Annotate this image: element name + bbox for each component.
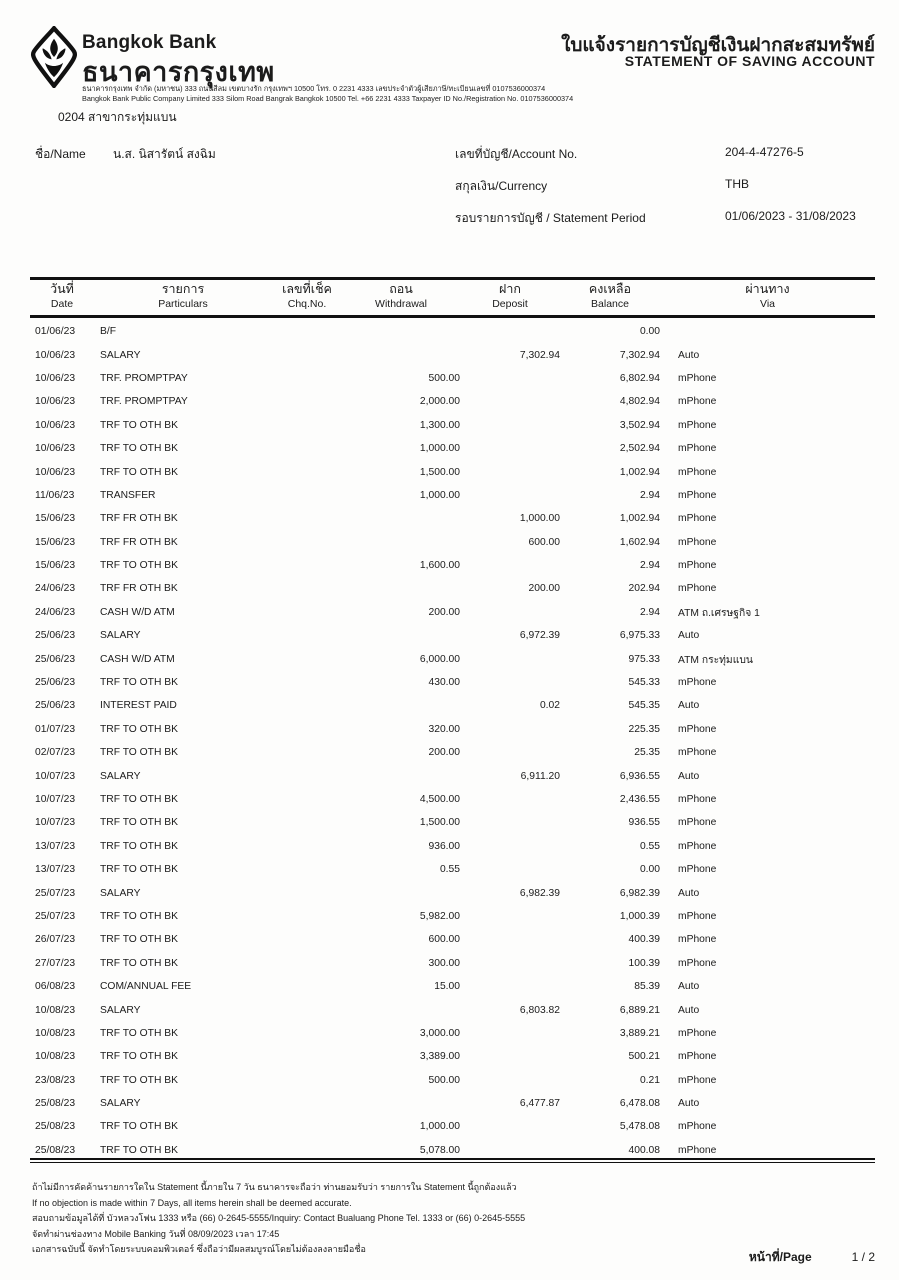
cell-particulars: TRF TO OTH BK (100, 1121, 178, 1133)
col-header-balance: คงเหลือ Balance (588, 282, 632, 310)
cell-withdrawal: 1,600.00 (419, 560, 460, 572)
cell-particulars: SALARY (100, 887, 141, 899)
cell-balance: 0.55 (639, 840, 660, 852)
cell-date: 25/06/23 (35, 630, 76, 642)
cell-deposit: 600.00 (528, 536, 560, 548)
cell-via: ATM ถ.เศรษฐกิจ 1 (678, 607, 760, 619)
cell-withdrawal: 600.00 (428, 934, 460, 946)
cell-balance: 1,000.39 (619, 910, 660, 922)
cell-date: 26/07/23 (35, 934, 76, 946)
table-row (30, 952, 875, 975)
cell-deposit: 6,982.39 (519, 887, 560, 899)
cell-date: 10/06/23 (35, 396, 76, 408)
cell-date: 10/07/23 (35, 817, 76, 829)
currency-value: THB (725, 177, 749, 191)
cell-date: 13/07/23 (35, 840, 76, 852)
cell-particulars: TRF FR OTH BK (100, 583, 178, 595)
cell-via: mPhone (678, 1144, 717, 1156)
table-row (30, 905, 875, 928)
cell-via: mPhone (678, 1121, 717, 1133)
cell-deposit: 200.00 (528, 583, 560, 595)
cell-particulars: TRF TO OTH BK (100, 723, 178, 735)
cell-particulars: TRF TO OTH BK (100, 1051, 178, 1063)
cell-balance: 2.94 (639, 489, 660, 501)
cell-via: mPhone (678, 443, 717, 455)
table-row (30, 764, 875, 787)
cell-via: Auto (678, 630, 700, 642)
cell-via: mPhone (678, 934, 717, 946)
footer-notes (32, 1180, 692, 1258)
cell-balance: 400.39 (628, 934, 660, 946)
table-row (30, 928, 875, 951)
cell-date: 10/06/23 (35, 443, 76, 455)
footer-note: เอกสารฉบับนี้ จัดทำโดยระบบคอมพิวเตอร์ ซึ่งถือว่ามีผลสมบูรณ์โดยไม่ต้องลงลายมือชื่อ (32, 1244, 366, 1254)
table-row (30, 460, 875, 483)
cell-via: mPhone (678, 560, 717, 572)
cell-withdrawal: 430.00 (428, 677, 460, 689)
cell-date: 25/08/23 (35, 1144, 76, 1156)
cell-via: mPhone (678, 723, 717, 735)
cell-balance: 3,889.21 (619, 1027, 660, 1039)
table-row (30, 671, 875, 694)
table-row (30, 811, 875, 834)
cell-withdrawal: 4,500.00 (419, 794, 460, 805)
page-value: 1 / 2 (851, 1250, 875, 1264)
cell-balance: 400.08 (628, 1144, 660, 1156)
cell-balance: 975.33 (628, 653, 660, 665)
statement-period-value: 01/06/2023 - 31/08/2023 (725, 209, 856, 223)
bank-address-th: ธนาคารกรุงเทพ จำกัด (มหาชน) 333 ถนนสีลม เขตบางรัก กรุงเทพฯ 10500 โทร. 0 2231 4333 เลขประจำตัวผู้เสียภาษี/ทะเบียนเลขที่ 0107536000374 (82, 84, 546, 93)
cell-via: mPhone (678, 840, 717, 852)
statement-period-label: รอบรายการบัญชี / Statement Period (455, 211, 646, 225)
cell-via: Auto (678, 1004, 700, 1016)
cell-balance: 2.94 (639, 606, 660, 618)
table-header-rule (30, 315, 875, 318)
cell-date: 10/06/23 (35, 419, 76, 431)
bangkok-bank-logo-icon (30, 26, 78, 88)
cell-particulars: TRANSFER (100, 489, 156, 501)
cell-via: mPhone (678, 489, 717, 501)
cell-withdrawal: 500.00 (428, 1074, 460, 1086)
cell-via: mPhone (678, 536, 717, 548)
cell-particulars: TRF TO OTH BK (100, 1027, 178, 1039)
cell-date: 24/06/23 (35, 583, 76, 595)
cell-withdrawal: 3,389.00 (419, 1051, 460, 1063)
table-row (30, 1045, 875, 1068)
cell-date: 11/06/23 (35, 489, 75, 501)
cell-via: Auto (678, 700, 700, 712)
cell-balance: 6,936.55 (619, 770, 660, 782)
cell-date: 23/08/23 (35, 1074, 76, 1086)
cell-balance: 2.94 (639, 560, 660, 572)
cell-withdrawal: 6,000.00 (419, 653, 460, 665)
cell-particulars: SALARY (100, 770, 141, 782)
table-row (30, 414, 875, 437)
cell-particulars: CASH W/D ATM (100, 606, 175, 618)
footer-note: ถ้าไม่มีการคัดค้านรายการใดใน Statement นี้ภายใน 7 วัน ธนาคารจะถือว่า ท่านยอมรับว่า รายการใน Statement นี้ถูกต้องแล้ว (32, 1182, 517, 1192)
cell-date: 10/08/23 (35, 1004, 76, 1016)
cell-particulars: TRF TO OTH BK (100, 677, 178, 689)
cell-balance: 500.21 (628, 1051, 660, 1063)
cell-date: 13/07/23 (35, 864, 76, 876)
cell-particulars: TRF. PROMPTPAY (100, 396, 188, 408)
cell-date: 10/06/23 (35, 466, 76, 478)
table-row (30, 601, 875, 624)
cell-date: 10/08/23 (35, 1051, 76, 1063)
table-row (30, 343, 875, 366)
table-row (30, 484, 875, 507)
table-row (30, 975, 875, 998)
table-bottom-rule-2 (30, 1162, 875, 1163)
table-row (30, 390, 875, 413)
cell-via: mPhone (678, 513, 717, 525)
cell-via: mPhone (678, 1074, 717, 1086)
cell-date: 25/06/23 (35, 653, 76, 665)
cell-date: 10/08/23 (35, 1027, 76, 1039)
cell-date: 25/07/23 (35, 910, 76, 922)
cell-deposit: 6,972.39 (519, 630, 560, 642)
cell-balance: 25.35 (634, 747, 660, 759)
cell-deposit: 6,911.20 (520, 770, 560, 782)
cell-balance: 2,436.55 (619, 794, 660, 805)
table-row (30, 1069, 875, 1092)
table-row (30, 694, 875, 717)
cell-via: mPhone (678, 864, 717, 876)
cell-date: 25/08/23 (35, 1098, 76, 1110)
cell-date: 10/07/23 (35, 770, 76, 782)
cell-particulars: TRF FR OTH BK (100, 513, 178, 525)
cell-date: 25/06/23 (35, 677, 76, 689)
account-no-value: 204-4-47276-5 (725, 145, 804, 159)
cell-withdrawal: 936.00 (428, 840, 460, 852)
cell-balance: 0.21 (639, 1074, 660, 1086)
col-header-particulars: รายการ Particulars (158, 282, 208, 310)
cell-deposit: 1,000.00 (519, 513, 560, 525)
cell-deposit: 6,803.82 (519, 1004, 560, 1016)
cell-balance: 6,802.94 (619, 372, 660, 384)
cell-withdrawal: 5,982.00 (419, 910, 460, 922)
cell-particulars: SALARY (100, 1004, 141, 1016)
cell-balance: 85.39 (634, 981, 660, 993)
table-body (30, 320, 875, 1162)
table-row (30, 624, 875, 647)
cell-date: 25/08/23 (35, 1121, 76, 1133)
cell-withdrawal: 0.55 (439, 864, 460, 876)
cell-particulars: SALARY (100, 1098, 141, 1110)
cell-balance: 7,302.94 (619, 349, 660, 361)
table-row (30, 437, 875, 460)
cell-particulars: COM/ANNUAL FEE (100, 981, 192, 993)
cell-balance: 225.35 (628, 723, 660, 735)
cell-particulars: TRF TO OTH BK (100, 1074, 178, 1086)
page-label: หน้าที่/Page (748, 1250, 812, 1264)
statement-title-th: ใบแจ้งรายการบัญชีเงินฝากสะสมทรัพย์ (561, 35, 875, 56)
table-row (30, 1022, 875, 1045)
table-row (30, 320, 875, 343)
cell-date: 10/07/23 (35, 794, 76, 805)
cell-particulars: TRF. PROMPTPAY (100, 372, 188, 384)
cell-balance: 1,002.94 (619, 513, 660, 525)
cell-balance: 1,602.94 (619, 536, 660, 548)
cell-particulars: SALARY (100, 349, 141, 361)
table-row (30, 647, 875, 670)
cell-particulars: TRF TO OTH BK (100, 466, 178, 478)
statement-title-en: STATEMENT OF SAVING ACCOUNT (624, 53, 875, 69)
cell-via: mPhone (678, 1051, 717, 1063)
account-info (455, 145, 875, 241)
cell-withdrawal: 3,000.00 (419, 1027, 460, 1039)
cell-date: 15/06/23 (35, 536, 76, 548)
cell-particulars: TRF TO OTH BK (100, 747, 178, 759)
cell-date: 15/06/23 (35, 560, 76, 572)
cell-balance: 6,889.21 (619, 1004, 660, 1016)
cell-particulars: TRF TO OTH BK (100, 957, 178, 969)
footer-note: If no objection is made within 7 Days, all items herein shall be deemed accurate. (32, 1197, 352, 1208)
cell-date: 10/06/23 (35, 372, 76, 384)
cell-withdrawal: 1,000.00 (419, 443, 460, 455)
cell-balance: 4,802.94 (619, 396, 660, 408)
col-header-via: ผ่านทาง Via (745, 282, 790, 310)
cell-balance: 202.94 (628, 583, 660, 595)
cell-balance: 1,002.94 (619, 466, 660, 478)
branch-name: 0204 สาขากระทุ่มแบน (58, 110, 177, 124)
name-value: น.ส. นิสารัตน์ สงฉิม (113, 147, 216, 161)
cell-date: 15/06/23 (35, 513, 76, 525)
cell-balance: 545.33 (628, 677, 660, 689)
cell-particulars: TRF TO OTH BK (100, 910, 178, 922)
currency-label: สกุลเงิน/Currency (455, 179, 548, 193)
cell-via: Auto (678, 1098, 700, 1110)
cell-balance: 0.00 (639, 864, 660, 876)
table-header (30, 281, 875, 315)
cell-date: 25/06/23 (35, 700, 76, 712)
cell-via: mPhone (678, 396, 717, 408)
cell-particulars: TRF TO OTH BK (100, 840, 178, 852)
cell-withdrawal: 1,000.00 (419, 489, 460, 501)
cell-balance: 5,478.08 (619, 1121, 660, 1133)
cell-particulars: TRF TO OTH BK (100, 817, 178, 829)
cell-balance: 936.55 (628, 817, 660, 829)
cell-via: mPhone (678, 1027, 717, 1039)
cell-via: Auto (678, 981, 700, 993)
cell-particulars: TRF TO OTH BK (100, 419, 178, 431)
table-row (30, 507, 875, 530)
cell-withdrawal: 500.00 (428, 372, 460, 384)
cell-withdrawal: 300.00 (428, 957, 460, 969)
cell-date: 06/08/23 (35, 981, 76, 993)
cell-date: 27/07/23 (35, 957, 76, 969)
cell-date: 02/07/23 (35, 747, 76, 759)
cell-withdrawal: 2,000.00 (419, 396, 460, 408)
name-label: ชื่อ/Name (35, 147, 86, 161)
cell-via: mPhone (678, 747, 717, 759)
table-row (30, 1115, 875, 1138)
cell-particulars: TRF TO OTH BK (100, 443, 178, 455)
cell-particulars: SALARY (100, 630, 141, 642)
cell-via: mPhone (678, 794, 717, 805)
cell-date: 01/07/23 (35, 723, 76, 735)
cell-particulars: TRF TO OTH BK (100, 560, 178, 572)
table-row (30, 718, 875, 741)
cell-via: mPhone (678, 817, 717, 829)
table-top-rule (30, 277, 875, 280)
cell-withdrawal: 1,500.00 (419, 817, 460, 829)
cell-deposit: 7,302.94 (519, 349, 560, 361)
col-header-deposit: ฝาก Deposit (492, 282, 528, 310)
cell-deposit: 0.02 (539, 700, 560, 712)
table-row (30, 1139, 875, 1162)
cell-withdrawal: 320.00 (428, 723, 460, 735)
cell-date: 25/07/23 (35, 887, 76, 899)
cell-via: mPhone (678, 419, 717, 431)
cell-withdrawal: 200.00 (428, 606, 460, 618)
table-row (30, 531, 875, 554)
cell-withdrawal: 1,300.00 (419, 419, 460, 431)
cell-balance: 3,502.94 (619, 419, 660, 431)
cell-particulars: TRF TO OTH BK (100, 864, 178, 876)
cell-deposit: 6,477.87 (519, 1098, 560, 1110)
cell-balance: 6,478.08 (619, 1098, 660, 1110)
cell-balance: 6,975.33 (619, 630, 660, 642)
cell-particulars: CASH W/D ATM (100, 653, 175, 665)
footer-note: สอบถามข้อมูลได้ที่ บัวหลวงโฟน 1333 หรือ (66) 0-2645-5555/Inquiry: Contact Bualuang Phone Tel. 1333 or (66) 0-2645-5555 (32, 1213, 526, 1223)
cell-particulars: INTEREST PAID (100, 700, 177, 712)
cell-balance: 6,982.39 (619, 887, 660, 899)
cell-withdrawal: 15.00 (434, 981, 460, 993)
table-row (30, 554, 875, 577)
cell-particulars: TRF FR OTH BK (100, 536, 178, 548)
bank-address-en: Bangkok Bank Public Company Limited 333 Silom Road Bangrak Bangkok 10500 Tel. +66 2231 4333 Taxpayer ID No./Registration No. 0107536000374 (82, 94, 574, 103)
table-row (30, 741, 875, 764)
page-number (749, 1248, 875, 1267)
cell-date: 01/06/23 (35, 326, 76, 338)
cell-balance: 100.39 (628, 957, 660, 969)
table-row (30, 788, 875, 811)
bank-name-th: ธนาคารกรุงเทพ (82, 57, 275, 87)
table-row (30, 1092, 875, 1115)
cell-via: mPhone (678, 910, 717, 922)
cell-date: 10/06/23 (35, 349, 76, 361)
col-header-withdrawal: ถอน Withdrawal (375, 282, 427, 310)
cell-particulars: TRF TO OTH BK (100, 1144, 178, 1156)
bank-name-en: Bangkok Bank (82, 32, 217, 53)
cell-balance: 0.00 (639, 326, 660, 338)
cell-via: Auto (678, 887, 700, 899)
cell-via: Auto (678, 770, 700, 782)
cell-withdrawal: 200.00 (428, 747, 460, 759)
col-header-date: วันที่ Date (50, 282, 74, 310)
cell-via: ATM กระทุ่มแบน (678, 654, 753, 666)
cell-via: mPhone (678, 957, 717, 969)
footer-note: จัดทำผ่านช่องทาง Mobile Banking วันที่ 08/09/2023 เวลา 17:45 (32, 1228, 280, 1239)
cell-via: mPhone (678, 677, 717, 689)
cell-withdrawal: 1,000.00 (419, 1121, 460, 1133)
col-header-chq-no: เลขที่เช็ค Chq.No. (282, 282, 332, 310)
cell-withdrawal: 1,500.00 (419, 466, 460, 478)
table-row (30, 577, 875, 600)
table-row (30, 367, 875, 390)
table-row (30, 881, 875, 904)
cell-via: mPhone (678, 583, 717, 595)
table-row (30, 835, 875, 858)
cell-particulars: TRF TO OTH BK (100, 794, 178, 805)
cell-via: mPhone (678, 466, 717, 478)
cell-balance: 2,502.94 (619, 443, 660, 455)
table-row (30, 998, 875, 1021)
cell-via: mPhone (678, 372, 717, 384)
cell-via: Auto (678, 349, 700, 361)
cell-withdrawal: 5,078.00 (419, 1144, 460, 1156)
cell-particulars: TRF TO OTH BK (100, 934, 178, 946)
cell-date: 24/06/23 (35, 606, 76, 618)
table-row (30, 858, 875, 881)
cell-balance: 545.35 (628, 700, 660, 712)
cell-particulars: B/F (100, 326, 117, 338)
account-no-label: เลขที่บัญชี/Account No. (455, 147, 578, 161)
